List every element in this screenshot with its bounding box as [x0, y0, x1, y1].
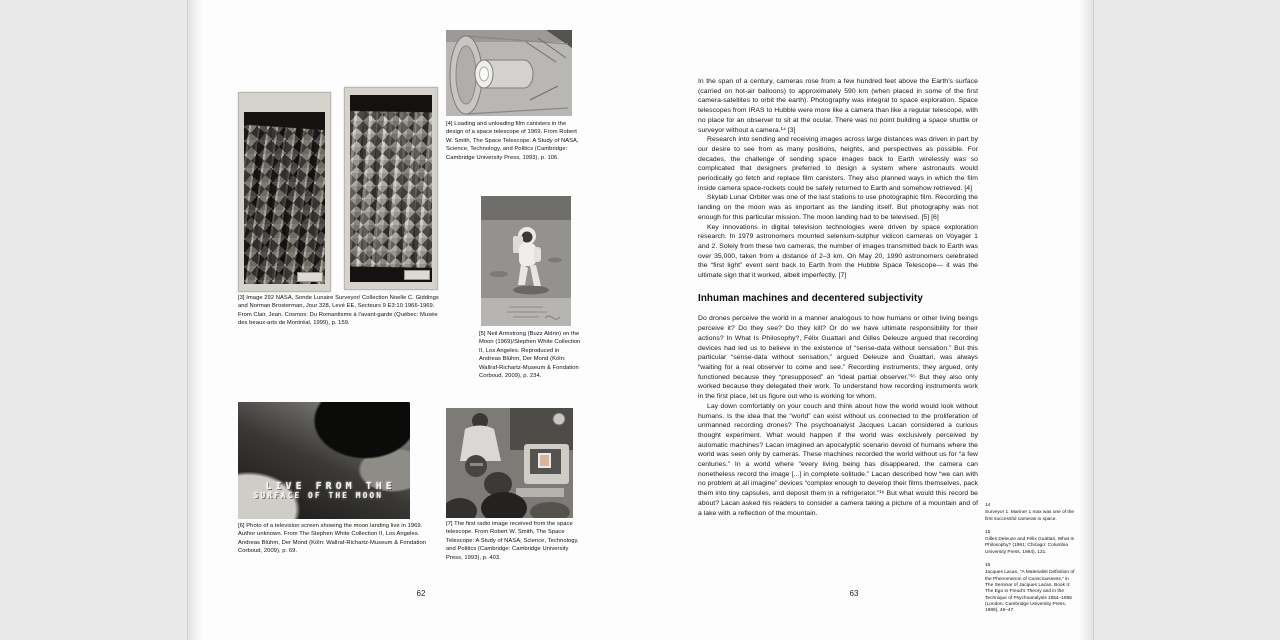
page-number-63: 63	[849, 589, 859, 598]
footnote-number: 16	[985, 563, 991, 569]
figure-7-caption: [7] The first radio image received from the space telescope. From Robert W. Smith, The Space Telescope: A Study of NASA, Science, Technology, and Politics (Cambridge: Cambridge University Press, 1993), p. 403.	[446, 521, 579, 561]
footnotes-column	[985, 503, 1077, 621]
footnote-text: Jacques Lacan, “A Materialist Definition of the Phenomenon of Consciousness,” in The Seminar of Jacques Lacan. Book II: The Ego in Freud’s Theory and in the Technique of Psychoanalysis 1954–1955 (London: Cambridge University Press, 1988), 46–47.	[985, 570, 1075, 614]
paragraph-drones-perceive: Do drones perceive the world in a manner analogous to how humans or other living beings perceive it? Do they see? Do they kill? Or do we have ultimate responsibility for their actions? In What Is Philosophy?, Félix Guattari and Gilles Deleuze argued that recording devices had led us to believe in the existence of “sense-data without sensation.” But this particular “sense-data without sensation,” argued Deleuze and Guattari, was always “waiting for a real observer to come and see.” Recording instruments, they argued, only functioned because they “presupposed” an “ideal partial observer.”¹⁵ But they also only worked because they delegated their work. To understand how recording instruments work in the first place, let us figure out who is working for whom.	[698, 315, 978, 401]
footnote-15	[985, 530, 1077, 556]
paragraph-skylab: Skylab Lunar Orbiter was one of the last stations to use photographic film. Recording the landing on the moon was as important as the landing itself. But photography was not enough for this particular mission. The moon landing had to be televised. [5] [6]	[698, 194, 978, 221]
footnote-number: 14	[985, 503, 991, 508]
footnote-16	[985, 563, 1077, 614]
page-number-62: 62	[416, 589, 426, 598]
paragraph-sending-images: Research into sending and receiving images across large distances was driven in part by our desire to see from as many positions, heights, and perspectives as possible. For decades, the challenge of sending space images back to Earth wirelessly was so complicated that designers preferred to design a system where astronauts would periodically go fetch and replace film canisters. They also planned ways in which the film inside camera space-rockets could be safely returned to Earth and somehow retrieved. [4]	[698, 136, 978, 192]
figure-4-caption: [4] Loading and unloading film canisters in the design of a space telescope of 1969. From Robert W. Smith, The Space Telescope: A Study of NASA, Science, Technology, and Politics (Cambridge: Cambridge University Press, 1993), p. 106.	[446, 121, 579, 161]
section-heading: Inhuman machines and decentered subjectivity	[698, 292, 923, 304]
footnote-14	[985, 503, 1077, 523]
footnote-number: 15	[985, 529, 991, 535]
figure-5-caption: [5] Neil Armstrong (Buzz Aldrin) on the Moon (1969)/Stephen White Collection II, Los Angeles. Reproduced in Andreas Blühm, Der Mond (Köln: Wallraf-Richartz-Museum & Fondation Corboud, 2009), p. 234.	[479, 331, 581, 380]
right-page	[188, 0, 1093, 640]
body-text-column	[698, 77, 978, 518]
book-spread	[187, 0, 1094, 640]
paragraph-cameras-rise: In the span of a century, cameras rose from a few hundred feet above the Earth’s surface (carried on hot-air balloons) to approximately 590 km (when placed in some of the first camera-satellites to orbit the earth). Photography was integral to space exploration. Space telescopes from IRAS to Hubble were more like a camera than like a regular telescope, with no place for an observer to sit at the ocular. There was no point building a space shuttle or surveyor without a camera.¹⁴ [3]	[698, 78, 978, 134]
footnote-text: Gilles Deleuze and Félix Guattari, What Is Philosophy? (1991; Chicago: Columbia University Press, 1994), 131.	[985, 537, 1075, 555]
paragraph-key-innovations: Key innovations in digital television technologies were driven by space exploration research. In 1979 astronomers mounted selenium-sulphur vidicon cameras on Voyager 1 and 2. Solely from these two cameras, the number of images transmitted back to Earth was over 35,000, taken from a distance of 2–3 km. On May 20, 1990 astronomers celebrated the “first light” event sent back to Earth from the Hubble Space Telescope— it was the ultimate sign that it worked, albeit imperfectly. [7]	[698, 223, 978, 280]
tv-text-line2: SURFACE OF THE MOON	[253, 491, 384, 501]
paragraph-lacan: Lay down comfortably on your couch and think about how the world would look without humans. Is the idea that the “world” can exist without us connected to the proliferation of unmanned recording drones? The psychoanalyst Jacques Lacan considered a curious thought experiment. What would happen if the world was exclusively perceived by automatic machines? Lacan imagined an apocalyptic scenario devoid of humans where the world was seen only by cameras. These machines recorded the world without us for “a few centuries.” In a world where “every living being has disappeared, the camera can nonetheless record the image [...] in complete solitude.” Lacan described how “we can with no problem at all imagine” devices “complex enough to develop their films themselves, pack them into tiny capsules, and deposit them in a refrigerator.”¹⁶ But what would this record be about? Lacan asked his readers to consider a camera taking a picture of a mountain and of a lake with a reflection of the mountain.	[698, 402, 978, 517]
footnote-text: Surveyor 1. Mariner 1 max was one of the first successful cameras in space.	[985, 510, 1075, 522]
figure-6-caption: [6] Photo of a television screen showing the moon landing live in 1969. Author unknown. From The Stephen White Collection II, Los Angeles. Andreas Blühm, Der Mond (Köln: Wallraf-Richartz-Museum & Fondation Corboud, 2009), p. 69.	[238, 523, 427, 555]
tv-text-line1: LIVE FROM THE	[265, 481, 396, 493]
figure-3-caption: [3] Image 292 NASA, Sonde Lunaire Surveyor/ Collection Noelle C. Giddings and Norman Brosterman, Jour 328, Levé EE, Secteurs 9 E3:10 1966-1969. From Clair, Jean. Cosmos: Du Romantisme à l’avant-garde (Québec: Musée des beaux-arts de Montréal, 1999), p. 159.	[238, 295, 439, 327]
